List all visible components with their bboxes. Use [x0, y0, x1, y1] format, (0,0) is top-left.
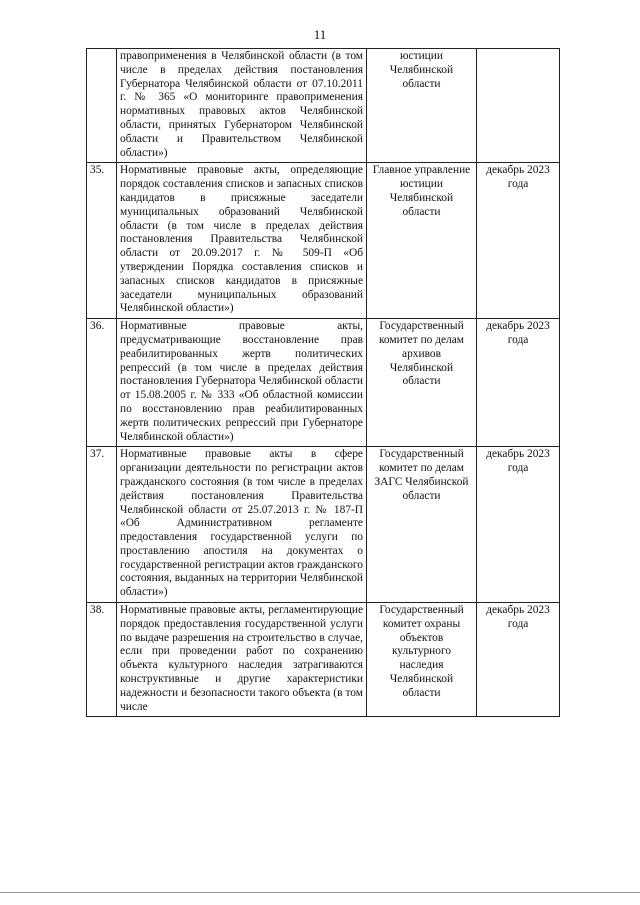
table-row — [87, 163, 560, 319]
row-term: декабрь 2023 года — [477, 319, 560, 447]
row-term: декабрь 2023 года — [477, 163, 560, 319]
row-number: 35. — [87, 163, 117, 319]
row-responsible: юстиции Челябинской области — [367, 49, 477, 163]
table-row — [87, 603, 560, 717]
row-act: Нормативные правовые акты, определяющие порядок составления списков и запасных списков кандидатов в присяжные заседатели муниципальных образований Челябинской области (в том числе в пределах действия постановления Правительства Челябинской области от 20.09.2017 г. № 509-П «Об утверждении Порядка составления списков и запасных списков кандидатов в присяжные заседатели муниципальных образований Челябинской области») — [117, 163, 367, 319]
row-term: декабрь 2023 года — [477, 603, 560, 717]
row-number: 37. — [87, 447, 117, 603]
row-responsible: Государственный комитет по делам ЗАГС Челябинской области — [367, 447, 477, 603]
page-number: 11 — [313, 27, 327, 42]
row-act: Нормативные правовые акты, предусматривающие восстановление прав реабилитированных жертв политических репрессий (в том числе в пределах действия постановления Губернатора Челябинской области от 15.08.2005 г. № 333 «Об областной комиссии по восстановлению прав реабилитированных жертв политических репрессий при Губернаторе Челябинской области») — [117, 319, 367, 447]
row-term: декабрь 2023 года — [477, 447, 560, 603]
table-row — [87, 49, 560, 163]
row-act: Нормативные правовые акты в сфере организации деятельности по регистрации актов гражданского состояния (в том числе в пределах действия постановления Правительства Челябинской области от 25.07.2013 г. № 187-П «Об Административном регламенте предоставления государственной услуги по проставлению апостиля на документах о государственной регистрации актов гражданского состояния, выданных на территории Челябинской области») — [117, 447, 367, 603]
measures-table — [86, 48, 560, 717]
row-responsible: Государственный комитет охраны объектов культурного наследия Челябинской области — [367, 603, 477, 717]
row-responsible: Главное управление юстиции Челябинской области — [367, 163, 477, 319]
table-row — [87, 447, 560, 603]
row-number: 36. — [87, 319, 117, 447]
row-act: правоприменения в Челябинской области (в том числе в пределах действия постановления Губернатора Челябинской области от 07.10.2011 г. № 365 «О мониторинге правоприменения нормативных правовых актов Челябинской области, принятых Губернатором Челябинской области и Правительством Челябинской области») — [117, 49, 367, 163]
row-term — [477, 49, 560, 163]
footer-divider — [0, 892, 640, 893]
row-responsible: Государственный комитет по делам архивов Челябинской области — [367, 319, 477, 447]
row-number — [87, 49, 117, 163]
row-act: Нормативные правовые акты, регламентирующие порядок предоставления государственной услуги по выдаче разрешения на строительство в случае, если при проведении работ по сохранению объекта культурного наследия затрагиваются конструктивные и другие характеристики надежности и безопасности такого объекта (в том числе — [117, 603, 367, 717]
table-row — [87, 319, 560, 447]
row-number: 38. — [87, 603, 117, 717]
